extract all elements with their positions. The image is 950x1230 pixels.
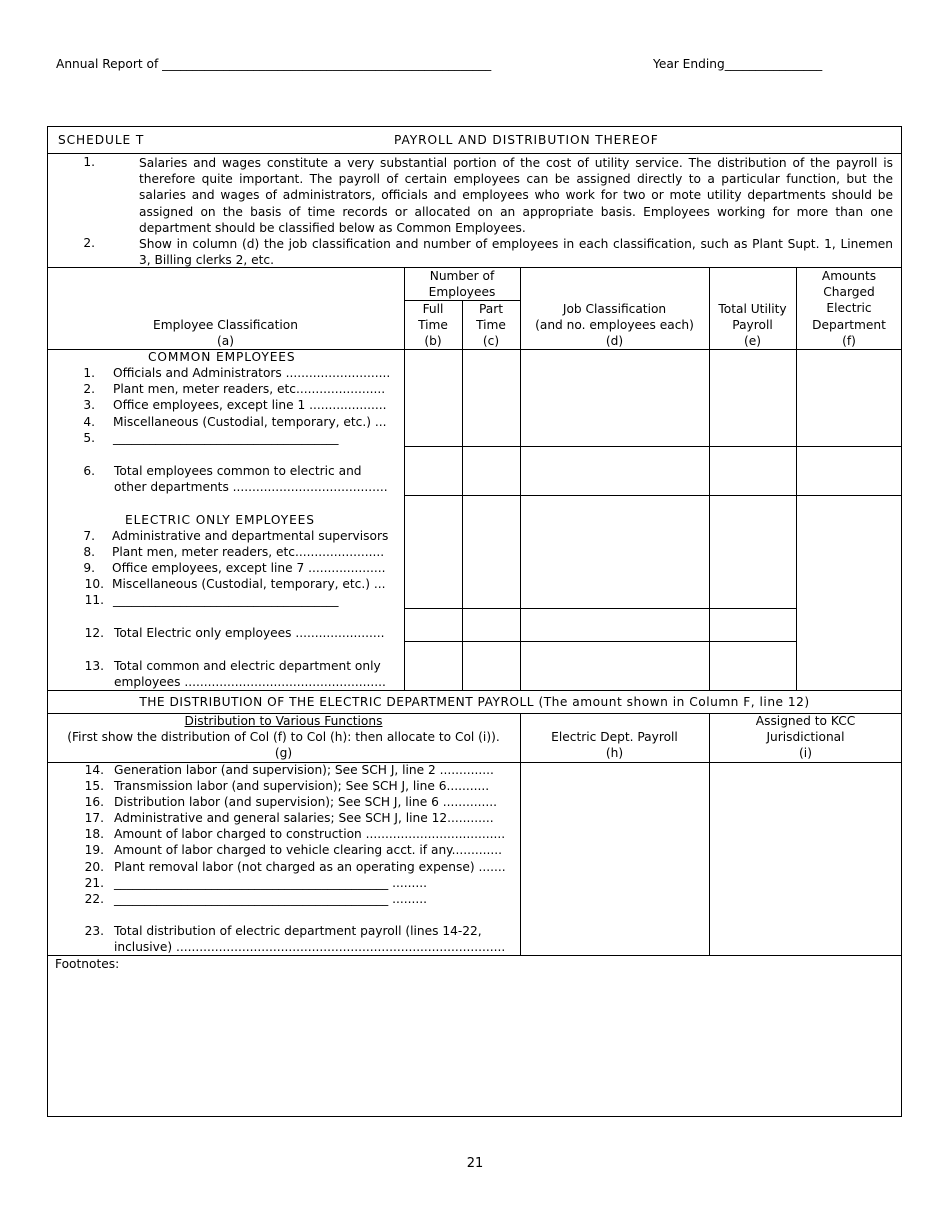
footnotes-area[interactable]: [48, 974, 901, 1116]
header-line: Time: [418, 318, 448, 333]
col-a-code: (a): [217, 334, 234, 349]
col-c-header: [462, 301, 520, 350]
col-i-code: (i): [799, 746, 812, 761]
schedule-title: PAYROLL AND DISTRIBUTION THEREOF: [394, 133, 659, 147]
row-label: Office employees, except line 1 ....................: [113, 398, 387, 412]
row-label: Plant removal labor (not charged as an operating expense) .......: [114, 860, 506, 874]
row-number: 21.: [84, 876, 104, 890]
row-label-line: Total common and electric department only: [114, 659, 381, 673]
header-line: (and no. employees each): [535, 318, 694, 333]
year-ending-header: [653, 57, 822, 71]
row-number: 22.: [84, 892, 104, 906]
header-line: Number of: [429, 269, 495, 283]
row-number: 17.: [84, 811, 104, 825]
common-employees-heading: COMMON EMPLOYEES: [148, 350, 296, 364]
row-number: 20.: [84, 860, 104, 874]
instruction-line: salaries and wages of administrators, officials and employees who work for two or mote utility departments should be: [139, 188, 893, 203]
row-label: Administrative and general salaries; See SCH J, line 12............: [114, 811, 494, 825]
header-line: Department: [812, 317, 886, 332]
col-d-code: (d): [605, 334, 624, 349]
row-label: Plant men, meter readers, etc.......................: [113, 382, 386, 396]
header-line: Amounts: [821, 269, 877, 283]
instruction-line: Salaries and wages constitute a very substantial portion of the cost of utility service. The distribution of the payroll is: [139, 156, 893, 170]
col-f-header: [796, 268, 902, 349]
row-label: Total Electric only employees .......................: [114, 626, 385, 640]
annual-report-label: Annual Report of: [56, 57, 159, 71]
header-line: Job Classification: [562, 302, 667, 316]
instruction-line: assigned on the basis of time records or allocated on an appropriate basis. Employees working for more than one: [139, 204, 893, 219]
row-number: 11.: [84, 593, 104, 607]
row-blank-line[interactable]: _____________________________________________ .........: [114, 876, 427, 890]
header-line: Assigned to KCC: [755, 714, 856, 728]
header-line: Time: [476, 318, 506, 333]
instruction-number: 1.: [83, 155, 95, 169]
col-c-code: (c): [482, 334, 500, 349]
row-number: 16.: [84, 795, 104, 809]
row-number: 12.: [84, 626, 104, 640]
row-number: 15.: [84, 779, 104, 793]
divider: [462, 300, 463, 690]
header-line: Part: [478, 302, 504, 316]
col-g-subtitle: (First show the distribution of Col (f) to Col (h): then allocate to Col (i)).: [67, 730, 500, 745]
row-label: Amount of labor charged to vehicle clearing acct. if any.............: [114, 843, 503, 857]
col-e-code: (e): [743, 334, 761, 349]
col-g-code: (g): [274, 746, 293, 761]
footnotes-label: Footnotes:: [55, 957, 120, 971]
page-number: 21: [466, 1156, 484, 1171]
header-line: Payroll: [732, 318, 773, 333]
row-blank-line[interactable]: _____________________________________________ .........: [114, 892, 427, 906]
col-b-header: [404, 301, 462, 350]
year-ending-blank[interactable]: ________________: [724, 57, 823, 71]
header-line: Electric: [826, 301, 872, 316]
row-label: [114, 923, 505, 955]
header-line: Jurisdictional: [766, 730, 845, 745]
row-label: Transmission labor (and supervision); See SCH J, line 6...........: [114, 779, 490, 793]
row-number: 8.: [83, 545, 95, 559]
header-line: Full: [422, 302, 444, 316]
row-blank-line[interactable]: _____________________________________: [113, 593, 339, 607]
number-of-employees-header: [404, 268, 520, 300]
row-label: Generation labor (and supervision); See SCH J, line 2 ..............: [114, 763, 494, 777]
instruction-number: 2.: [83, 236, 95, 250]
instruction-line: 3, Billing clerks 2, etc.: [139, 253, 274, 268]
row-number: 9.: [83, 561, 95, 575]
row-label: Officials and Administrators ...........................: [113, 366, 391, 380]
row-label-line: other departments ........................................: [114, 480, 388, 495]
col-h-header: [520, 729, 709, 761]
row-label-line: Total employees common to electric and: [114, 464, 362, 478]
divider: [404, 495, 902, 496]
row-number: 3.: [83, 398, 95, 412]
col-a-header: [47, 317, 404, 349]
row-number: 13.: [84, 659, 104, 673]
header-line: Total Utility: [718, 302, 787, 316]
annual-report-header: [56, 57, 491, 71]
row-label: Office employees, except line 7 ....................: [112, 561, 386, 575]
col-b-code: (b): [424, 334, 442, 349]
row-number: 18.: [84, 827, 104, 841]
row-number: 5.: [83, 431, 95, 445]
row-label-line: employees ....................................................: [114, 675, 386, 690]
row-number: 10.: [84, 577, 104, 591]
row-blank-line[interactable]: _____________________________________: [113, 431, 339, 445]
col-h-code: (h): [605, 746, 624, 761]
annual-report-blank[interactable]: ______________________________________________________: [162, 57, 492, 71]
year-ending-label: Year Ending: [653, 57, 725, 71]
row-label: Miscellaneous (Custodial, temporary, etc.) ...: [112, 577, 386, 591]
header-line: Employees: [428, 285, 496, 300]
row-number: 4.: [83, 415, 95, 429]
row-number: 6.: [83, 464, 95, 478]
col-d-header: [520, 301, 709, 350]
col-g-header: [47, 713, 520, 762]
distribution-title: THE DISTRIBUTION OF THE ELECTRIC DEPARTMENT PAYROLL (The amount shown in Column F, line 12): [139, 695, 810, 709]
instruction-line: department should be classified below as Common Employees.: [139, 220, 526, 235]
divider: [404, 446, 902, 447]
divider: [47, 153, 902, 154]
header-line: Charged: [823, 285, 875, 300]
row-label: Plant men, meter readers, etc.......................: [112, 545, 385, 559]
row-number: 1.: [83, 366, 95, 380]
instruction-2: [139, 236, 893, 268]
col-h-title: Electric Dept. Payroll: [551, 730, 678, 744]
row-label: [114, 658, 386, 690]
row-number: 2.: [83, 382, 95, 396]
col-f-code: (f): [842, 333, 856, 348]
row-label: Distribution labor (and supervision); See SCH J, line 6 ..............: [114, 795, 498, 809]
instruction-line: Show in column (d) the job classification and number of employees in each classification, such as Plant Supt. 1, Linemen: [139, 237, 893, 251]
col-i-header: [709, 713, 902, 762]
schedule-label: SCHEDULE T: [58, 133, 145, 147]
electric-only-heading: ELECTRIC ONLY EMPLOYEES: [125, 513, 315, 527]
row-label: Administrative and departmental supervisors: [112, 529, 389, 543]
row-label-line: Total distribution of electric department payroll (lines 14-22,: [114, 924, 482, 938]
row-label: [114, 463, 388, 495]
row-number: 14.: [84, 763, 104, 777]
row-label: Miscellaneous (Custodial, temporary, etc.) ...: [113, 415, 387, 429]
instruction-line: therefore quite important. The payroll of certain employees can be assigned directly to a particular function, but the: [139, 172, 893, 187]
row-number: 7.: [83, 529, 95, 543]
col-e-header: [709, 301, 796, 350]
row-number: 23.: [84, 924, 104, 938]
instruction-1: [139, 155, 893, 236]
col-a-title: Employee Classification: [153, 318, 298, 332]
row-label: Amount of labor charged to construction ....................................: [114, 827, 506, 841]
col-g-title: Distribution to Various Functions: [184, 714, 383, 728]
row-number: 19.: [84, 843, 104, 857]
row-label-line: inclusive) .....................................................................................: [114, 940, 506, 955]
